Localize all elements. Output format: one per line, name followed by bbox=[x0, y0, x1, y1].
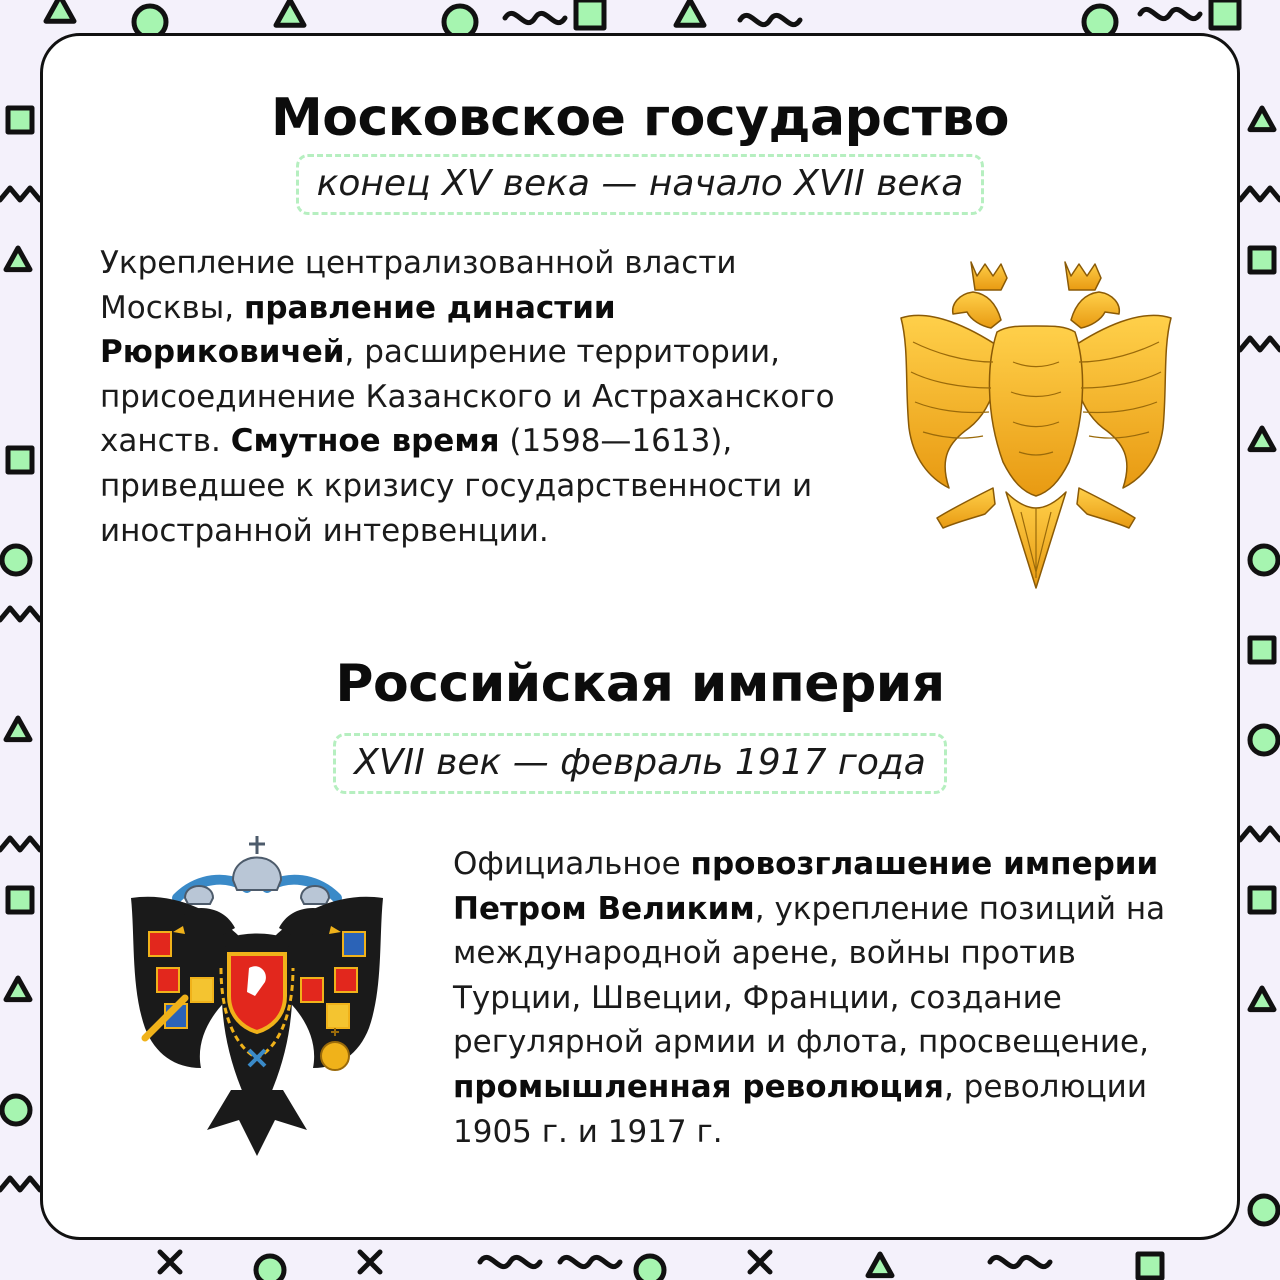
description-muscovy bbox=[100, 241, 860, 553]
zigzag-shape bbox=[1240, 828, 1280, 840]
zigzag-shape bbox=[0, 608, 40, 620]
circle-shape bbox=[1250, 1196, 1278, 1224]
circle-shape bbox=[2, 546, 30, 574]
bold-text-run: промышленная революция bbox=[453, 1068, 944, 1105]
triangle-shape bbox=[868, 1254, 892, 1276]
circle-shape bbox=[256, 1256, 284, 1280]
triangle-shape bbox=[276, 0, 304, 25]
squiggle-shape bbox=[990, 1257, 1050, 1266]
triangle-shape bbox=[1250, 988, 1274, 1010]
squiggle-shape bbox=[740, 15, 800, 24]
square-shape bbox=[1250, 248, 1274, 272]
zigzag-shape bbox=[1240, 188, 1280, 200]
zigzag-shape bbox=[0, 1178, 40, 1190]
text-run: , расширение территории, присоединение Казанского и Астраханского ханств. bbox=[100, 334, 835, 460]
circle-shape bbox=[1250, 726, 1278, 754]
zigzag-shape bbox=[0, 188, 40, 200]
square-shape bbox=[1211, 0, 1239, 28]
section-title-muscovy: Московское государство bbox=[271, 88, 1009, 148]
triangle-shape bbox=[6, 718, 30, 740]
squiggle-shape bbox=[1140, 9, 1200, 18]
imperial-double-headed-eagle-icon bbox=[121, 828, 393, 1160]
content-card bbox=[40, 33, 1240, 1240]
square-shape bbox=[8, 888, 32, 912]
zigzag-shape bbox=[0, 838, 40, 850]
text-run: , укрепление позиций на международной арене, войны против Турции, Швеции, Франции, создание регулярной армии и флота, просвещение, bbox=[453, 890, 1166, 1061]
period-badge-empire bbox=[43, 733, 1237, 794]
square-shape bbox=[8, 108, 32, 132]
square-shape bbox=[8, 448, 32, 472]
description-empire bbox=[453, 842, 1193, 1154]
squiggle-shape bbox=[505, 13, 565, 22]
circle-shape bbox=[2, 1096, 30, 1124]
cross-shape bbox=[360, 1252, 380, 1272]
bold-text-run: правление династии Рюриковичей bbox=[100, 289, 616, 371]
cross-shape bbox=[160, 1252, 180, 1272]
triangle-shape bbox=[46, 0, 74, 21]
text-run: Укрепление централизованной власти Москвы, bbox=[100, 245, 737, 326]
circle-shape bbox=[1250, 546, 1278, 574]
text-run: (1598—1613), приведшее к кризису государственности и иностранной интервенции. bbox=[100, 423, 813, 549]
zigzag-shape bbox=[1240, 338, 1280, 350]
circle-shape bbox=[636, 1256, 664, 1280]
square-shape bbox=[1250, 638, 1274, 662]
cross-shape bbox=[750, 1252, 770, 1272]
section-title-empire: Российская империя bbox=[335, 654, 945, 714]
squiggle-shape bbox=[560, 1257, 620, 1266]
triangle-shape bbox=[6, 978, 30, 1000]
square-shape bbox=[576, 0, 604, 28]
triangle-shape bbox=[1250, 428, 1274, 450]
square-shape bbox=[1138, 1254, 1162, 1278]
square-shape bbox=[1250, 888, 1274, 912]
double-headed-eagle-gold-icon bbox=[883, 252, 1189, 592]
triangle-shape bbox=[1250, 108, 1274, 130]
squiggle-shape bbox=[480, 1257, 540, 1266]
bold-text-run: Смутное время bbox=[230, 423, 500, 460]
period-label-muscovy: конец XV века — начало XVII века bbox=[296, 154, 985, 215]
triangle-shape bbox=[6, 248, 30, 270]
text-run: , революции 1905 г. и 1917 г. bbox=[453, 1068, 1147, 1150]
bold-text-run: провозглашение империи Петром Великим bbox=[453, 846, 1159, 927]
period-label-empire: XVII век — февраль 1917 года bbox=[333, 733, 947, 794]
triangle-shape bbox=[676, 0, 704, 25]
text-run: Официальное bbox=[453, 846, 691, 882]
period-badge-muscovy bbox=[43, 154, 1237, 215]
